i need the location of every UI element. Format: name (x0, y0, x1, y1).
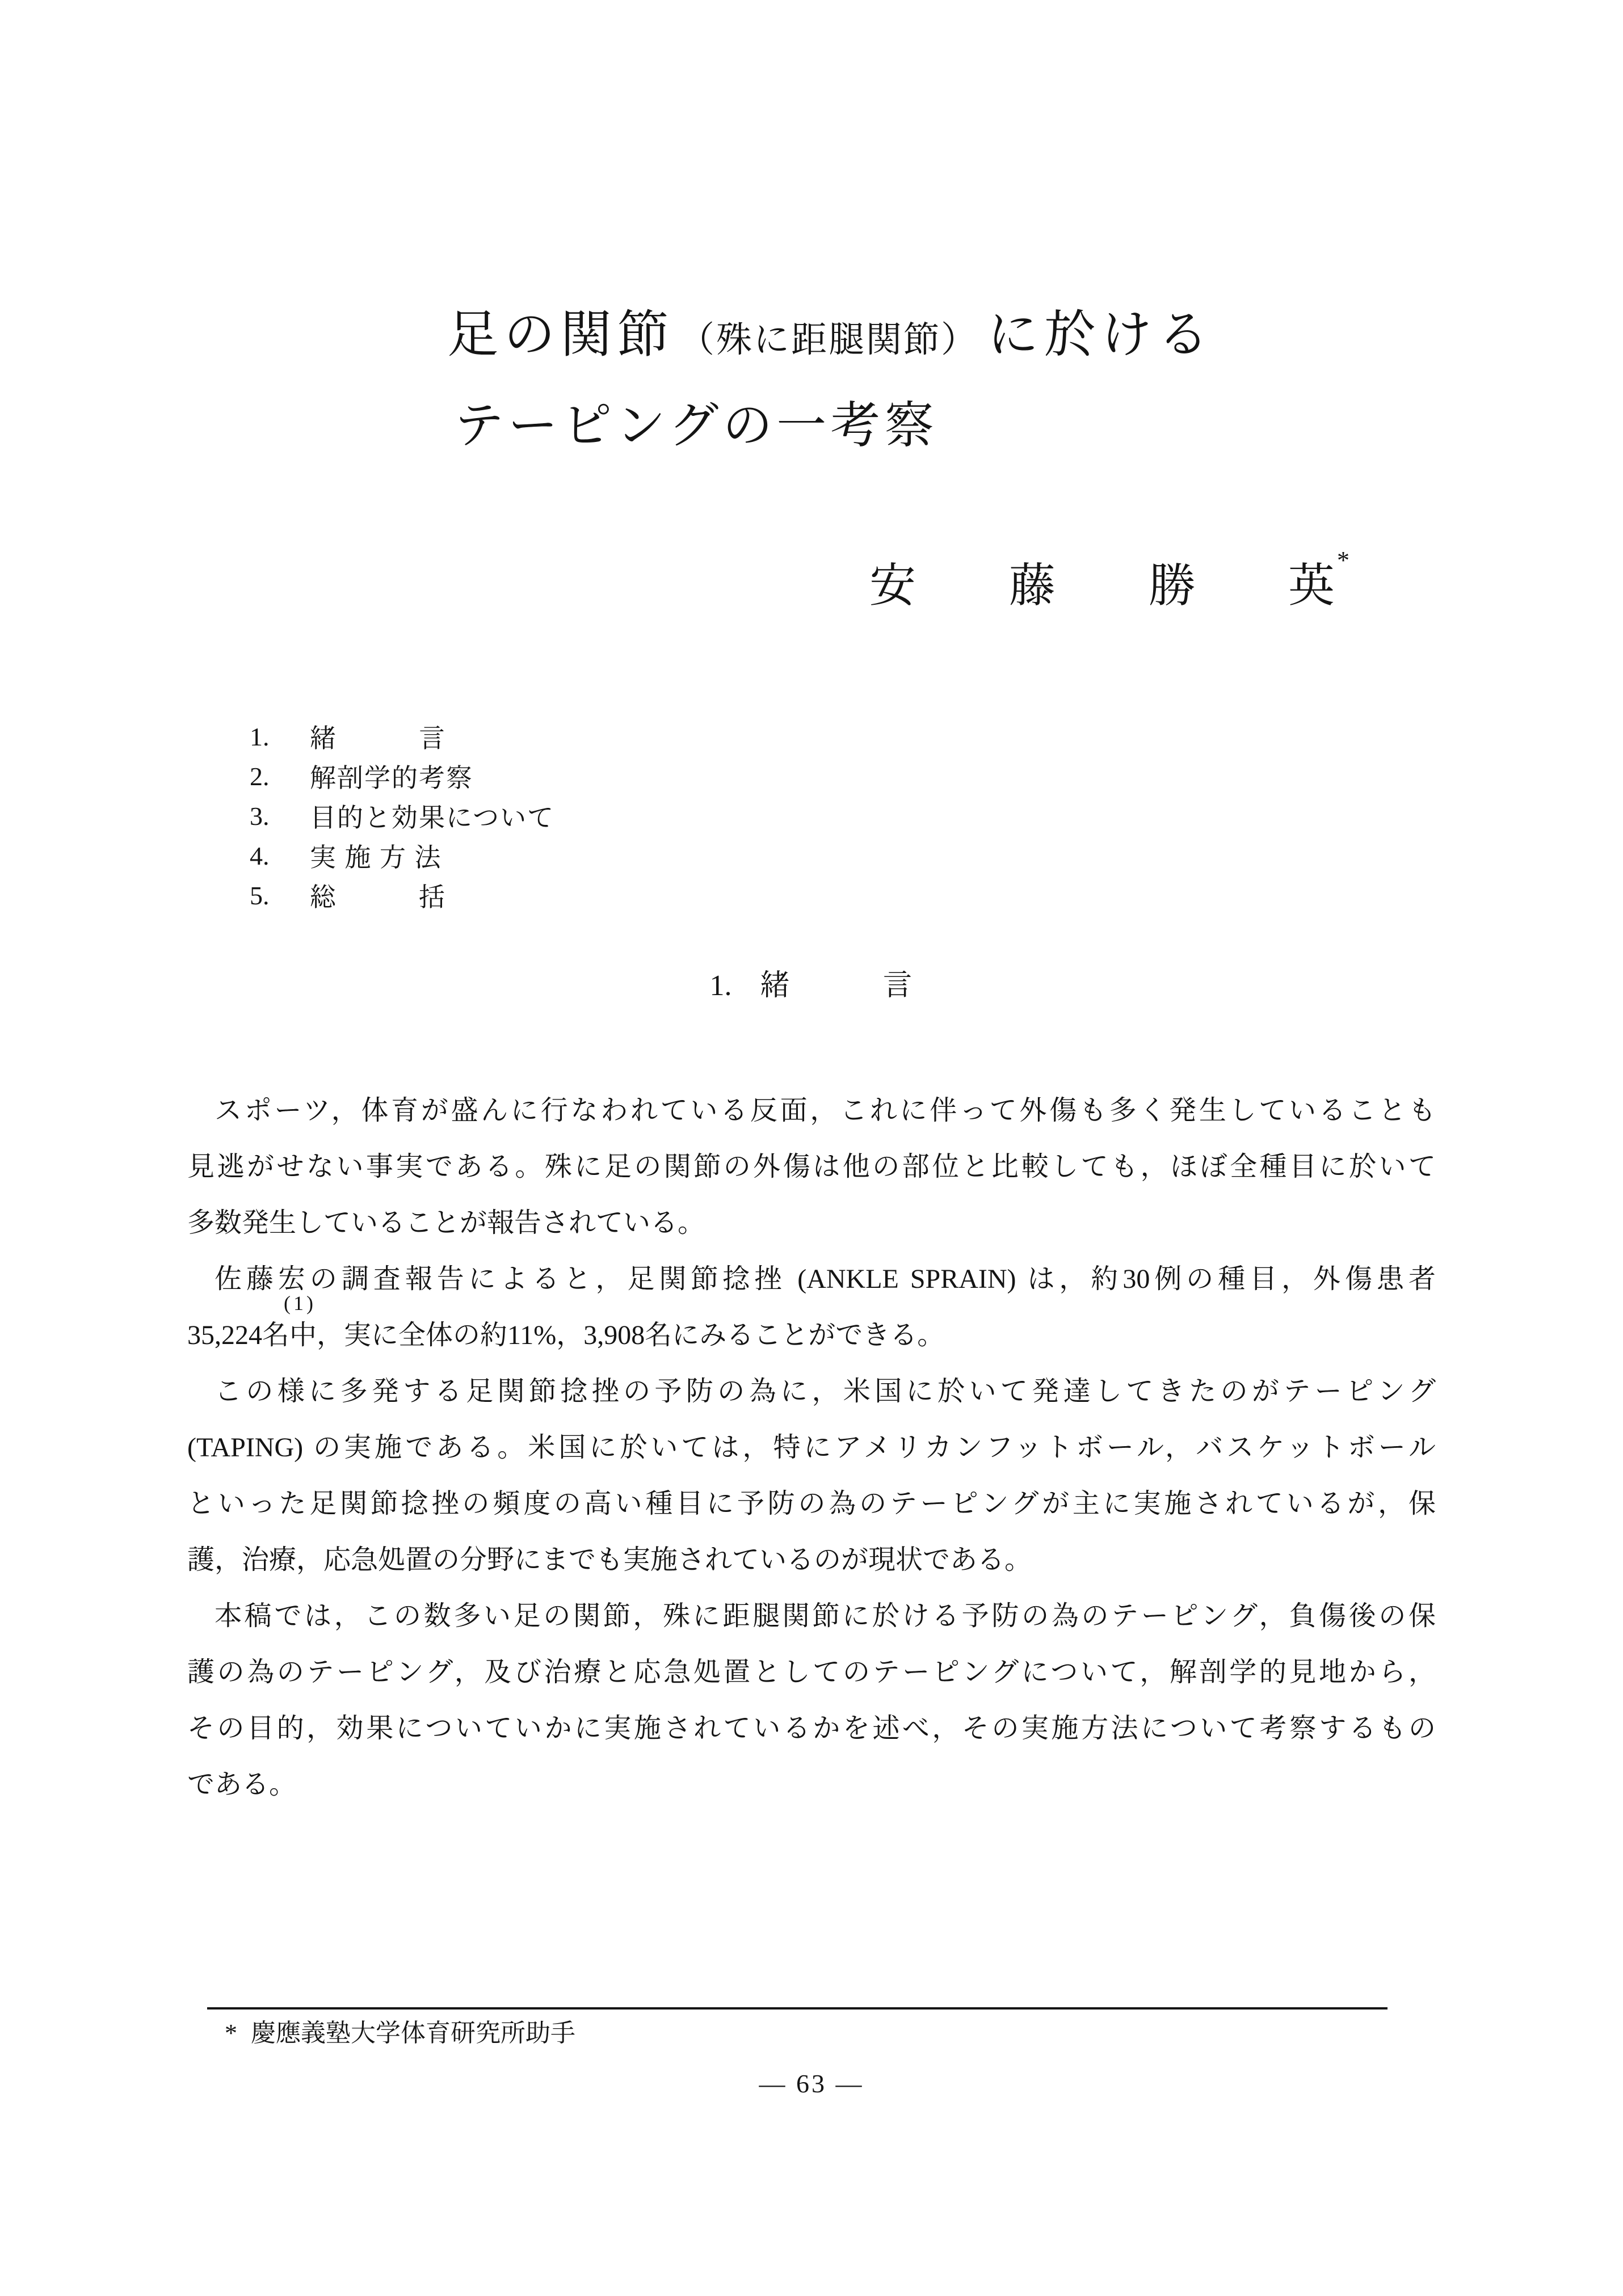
toc-item (250, 836, 554, 875)
toc-item-number: 1. (250, 722, 270, 751)
toc-item (250, 756, 554, 796)
author-line (869, 546, 1349, 614)
article-title-line2: テーピングの一考察 (454, 399, 939, 454)
toc-item-label: 総 括 (310, 883, 446, 912)
body-line: この様に多発する足関節捻挫の予防の為に，米国に於いて発達してきたのがテーピング (215, 1376, 1436, 1406)
toc-item-number: 2. (250, 761, 270, 791)
toc-item-number: 5. (250, 881, 270, 910)
body-line: といった足関節捻挫の頻度の高い種目に予防の為のテーピングが主に実施されているが，保 (187, 1489, 1436, 1519)
body-line: である。 (187, 1770, 297, 1800)
toc-item-number: 3. (250, 801, 270, 831)
section-title: 緒 言 (760, 970, 914, 1002)
body-line: スポーツ，体育が盛んに行なわれている反面，これに伴って外傷も多く発生していることも (215, 1096, 1436, 1126)
toc-item-label: 解剖学的考察 (310, 764, 473, 793)
footnote-mark: * (225, 2019, 237, 2047)
body-line: 35,224名中，実に全体の約11%，3,908名にみることができる。 (187, 1320, 945, 1350)
article-title-line1 (447, 305, 1214, 365)
body-line (187, 1251, 1436, 1315)
table-of-contents (250, 717, 554, 915)
body-line: (TAPING) の実施である。米国に於いては，特にアメリカンフットボール，バスケットボール (187, 1433, 1436, 1463)
section-heading (187, 961, 1436, 1004)
footnote-text: 慶應義塾大学体育研究所助手 (251, 2019, 575, 2047)
body-line: 護の為のテーピング，及び治療と応急処置としてのテーピングについて，解剖学的見地から， (187, 1657, 1436, 1687)
toc-item-label: 目的と効果について (310, 803, 555, 832)
toc-item-label: 緒 言 (310, 724, 446, 753)
body-line-text: 佐藤宏の調査報告によると，足関節捻挫 (ANKLE SPRAIN) は，約30例の種目，外傷患者 (215, 1264, 1436, 1294)
title-block (447, 305, 1214, 456)
body-line: 多数発生していることが報告されている。 (187, 1208, 705, 1238)
body-line: 本稿では，この数多い足の関節，殊に距腿関節に於ける予防の為のテーピング，負傷後の保 (215, 1601, 1436, 1631)
author-footnote-mark: * (1337, 546, 1350, 574)
author-footnote (225, 2017, 575, 2049)
title-paren: （殊に距腿関節） (679, 320, 978, 360)
toc-item-label: 実 施 方 法 (310, 843, 442, 872)
body-text (187, 1082, 1436, 1813)
title-main: 足の関節 (447, 307, 674, 363)
page-number: — 63 — (759, 2069, 864, 2098)
section-number: 1. (709, 970, 732, 1002)
toc-item-number: 4. (250, 841, 270, 870)
footnote-divider (207, 2007, 1387, 2009)
body-line: 護，治療，応急処置の分野にまでも実施されているのが現状である。 (187, 1545, 1032, 1575)
toc-item (250, 717, 554, 756)
toc-item (250, 796, 554, 836)
title-tail: に於ける (987, 307, 1214, 363)
body-line: その目的，効果についていかに実施されているかを述べ，その実施方法について考察するもの (187, 1713, 1436, 1743)
author-name: 安 藤 勝 英 (869, 560, 1335, 612)
body-line: 見逃がせない事実である。殊に足の関節の外傷は他の部位と比較しても，ほぼ全種目に於いて (187, 1152, 1436, 1182)
toc-item (250, 875, 554, 915)
footnote-ref-1: (1) (284, 1292, 316, 1315)
